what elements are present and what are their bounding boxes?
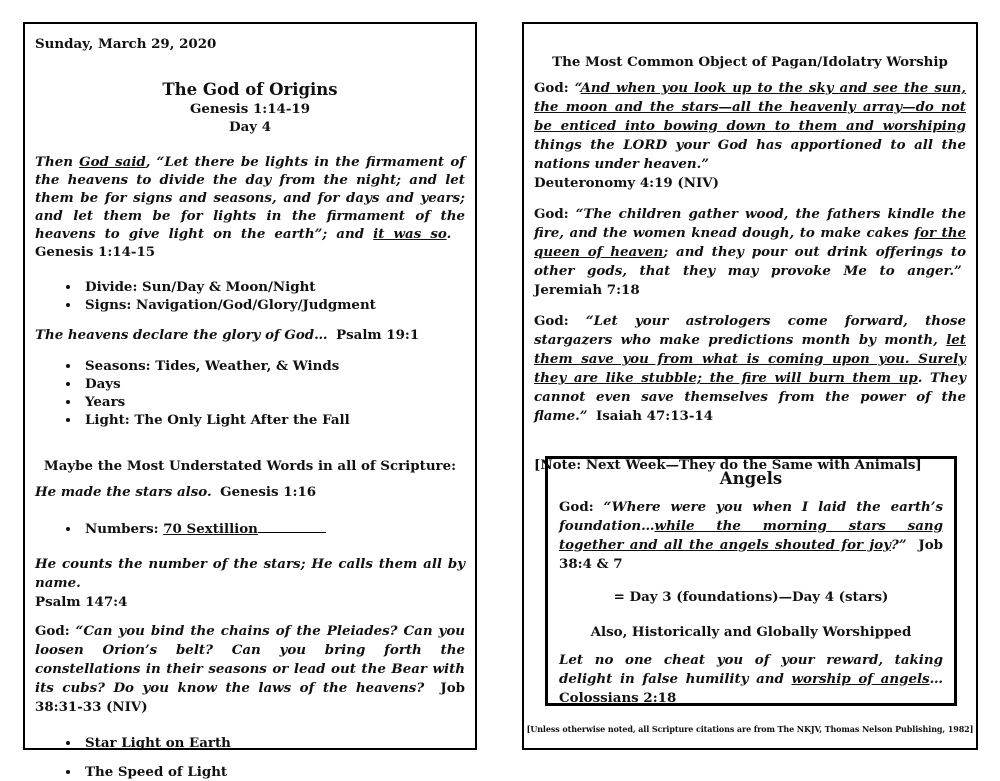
- next-week-note: [Note: Next Week—They do the Same with Animals]: [534, 457, 922, 473]
- deuteronomy-passage: God: “And when you look up to the sky and see the sun, the moon and the stars—all the heavenly array—do not be enticed into bowing down to them and worshiping things the LORD your God has apportioned to all the nations under heaven.” Deuteronomy 4:19 (NIV): [534, 80, 966, 191]
- colossians-passage: Let no one cheat you of your reward, taking delight in false humility and worship of angels… Colossians 2:18: [559, 652, 943, 706]
- genesis-passage: Then God said, “Let there be lights in the firmament of the heavens to divide the day from the night; and let them be for signs and seasons, and for days and years; and let them be for lights in the firmament of the heavens to give light on the earth”; and it was so. Genesis 1:14-15: [35, 154, 466, 260]
- day-label: Day 4: [228, 119, 272, 135]
- star-light-list: [35, 734, 465, 752]
- speed-of-light-list: [35, 763, 465, 781]
- list-item: • Signs: Navigation/God/Glory/Judgment: [81, 296, 465, 314]
- jeremiah-passage: God: “The children gather wood, the fathers kindle the fire, and the women knead dough, to make cakes for the queen of heaven; and they pour out drink offerings to other gods, that they may provoke Me to anger.” Jeremiah 7:18: [534, 206, 966, 298]
- date-line: Sunday, March 29, 2020: [35, 36, 217, 52]
- numbers-value: 70 Sextillion: [163, 521, 258, 537]
- numbers-list: [35, 520, 465, 538]
- list-item: • Numbers: 70 Sextillion: [81, 520, 465, 538]
- job-38-passage: God: “Can you bind the chains of the Pleiades? Can you loosen Orion’s belt? Can you bring forth the constellations in their seasons or lead out the Bear with its cubs? Do you know the laws of the heavens? Job 38:31-33 (NIV): [35, 623, 466, 715]
- divide-signs-list: [35, 278, 465, 314]
- worshipped-heading: Also, Historically and Globally Worshipped: [590, 624, 912, 640]
- scripture-reference: Genesis 1:14-19: [189, 101, 311, 117]
- citation-footnote: [Unless otherwise noted, all Scripture citations are from The NKJV, Thomas Nelson Publishing, 1982]: [526, 724, 974, 734]
- list-item: • Days: [81, 375, 465, 393]
- isaiah-passage: God: “Let your astrologers come forward, those stargazers who make predictions month by month, let them save you from what is coming upon you. Surely they are like stubble; the fire will burn them up. They cannot even save themselves from the power of the flame.” Isaiah 47:13-14: [534, 313, 966, 424]
- pagan-worship-heading: The Most Common Object of Pagan/Idolatry Worship: [552, 54, 948, 70]
- angels-title: Angels: [719, 469, 783, 488]
- page-title: The God of Origins: [162, 80, 338, 99]
- blank-line: [258, 520, 326, 533]
- list-item: • Star Light on Earth: [81, 734, 465, 752]
- list-item: • Divide: Sun/Day & Moon/Night: [81, 278, 465, 296]
- understated-heading: Maybe the Most Understated Words in all of Scripture:: [43, 458, 457, 474]
- psalm-147-line: He counts the number of the stars; He calls them all by name. Psalm 147:4: [35, 556, 465, 610]
- day-equation: = Day 3 (foundations)—Day 4 (stars): [613, 589, 889, 605]
- genesis-1-16-line: He made the stars also. Genesis 1:16: [35, 484, 317, 500]
- angels-box: [545, 456, 957, 706]
- psalm-19-line: The heavens declare the glory of God… Psalm 19:1: [35, 327, 420, 343]
- list-item: • Seasons: Tides, Weather, & Winds: [81, 357, 465, 375]
- left-panel: [23, 22, 477, 780]
- list-item: • Light: The Only Light After the Fall: [81, 411, 465, 429]
- job-38-4-passage: God: “Where were you when I laid the earth’s foundation…while the morning stars sang together and all the angels shouted for joy?” Job 38:4 & 7: [559, 499, 943, 572]
- right-panel: [522, 22, 978, 750]
- list-item: • The Speed of Light: [81, 763, 465, 781]
- list-item: • Years: [81, 393, 465, 411]
- seasons-list: [35, 357, 465, 429]
